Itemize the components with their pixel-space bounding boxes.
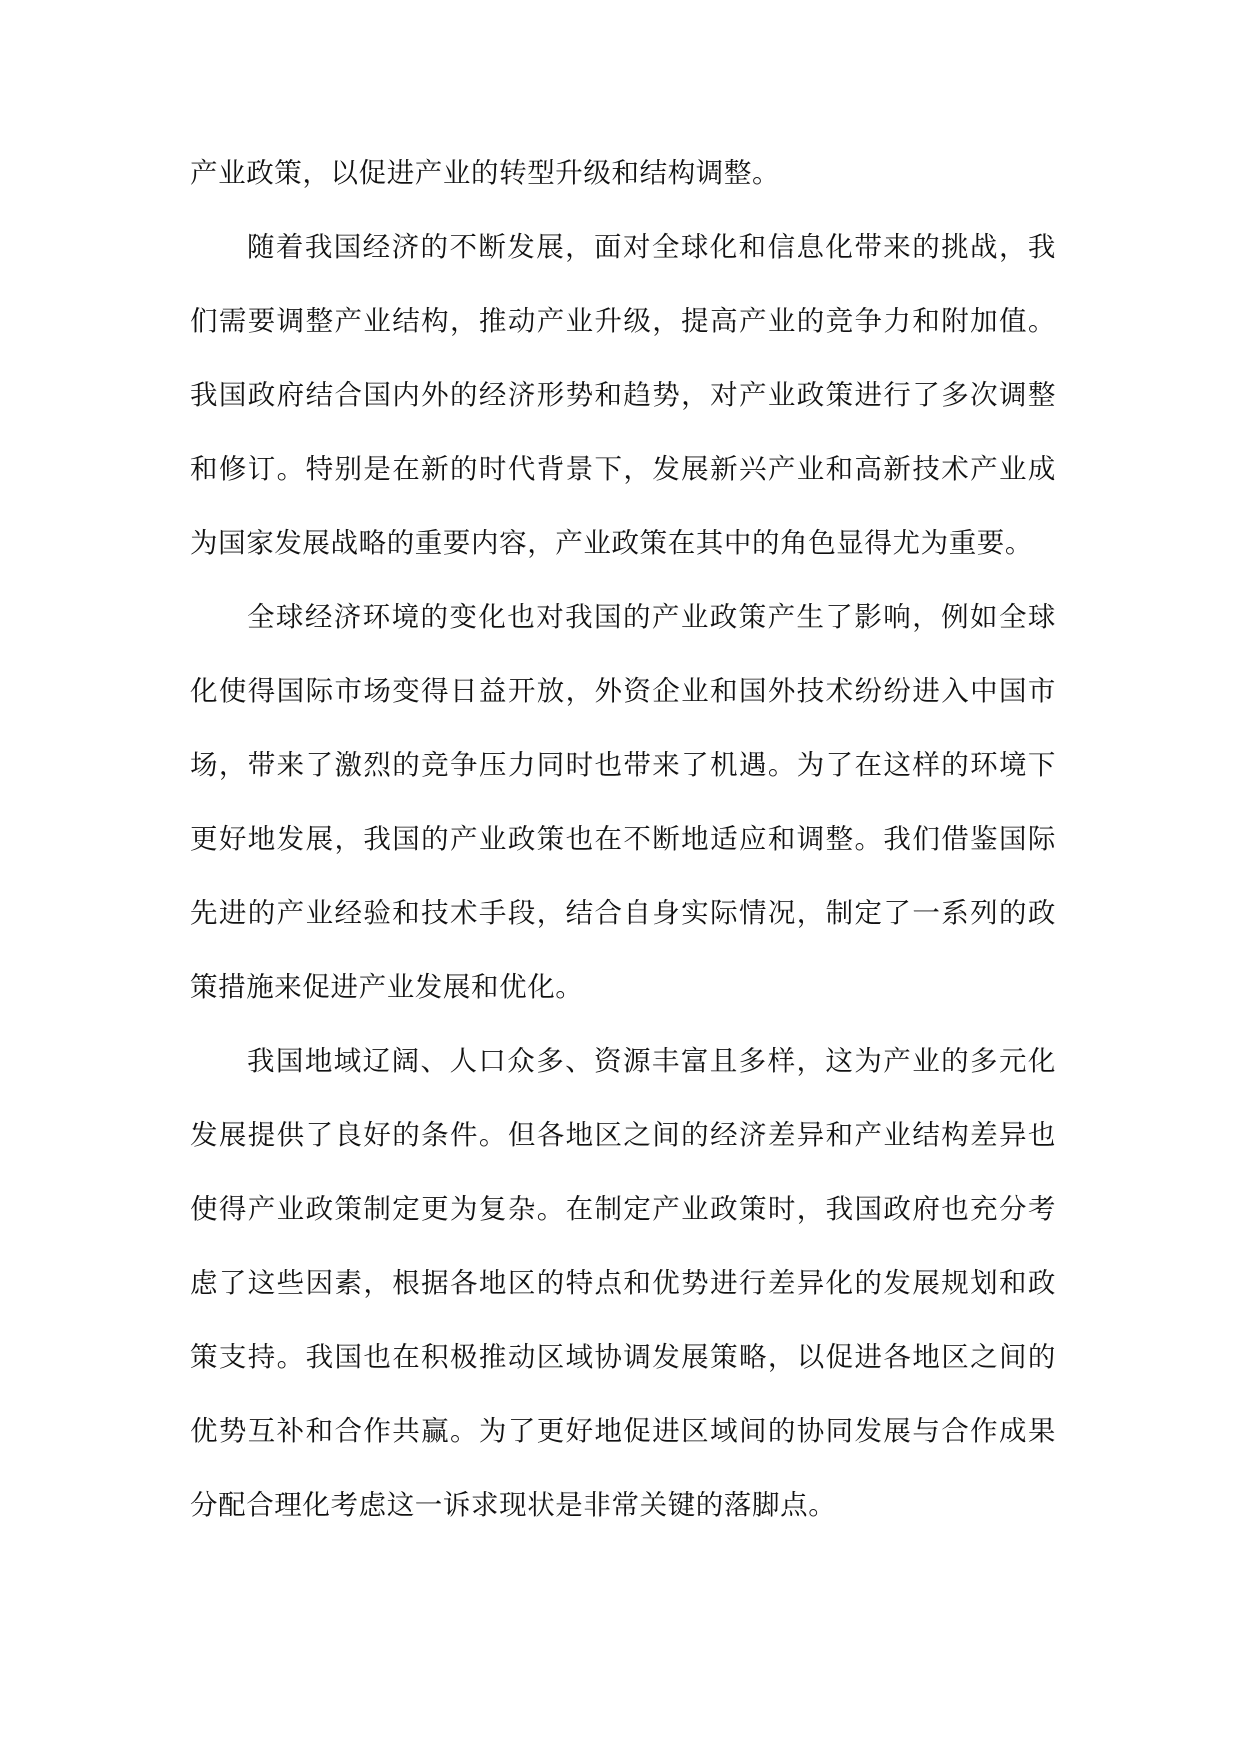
paragraph-1: 产业政策，以促进产业的转型升级和结构调整。: [190, 157, 781, 189]
body-text: [190, 136, 1056, 1542]
paragraph-3: 全球经济环境的变化也对我国的产业政策产生了影响，例如全球化使得国际市场变得日益开放，外资企业和国外技术纷纷进入中国市场，带来了激烈的竞争压力同时也带来了机遇。为了在这样的环境下更好地发展，我国的产业政策也在不断地适应和调整。我们借鉴国际先进的产业经验和技术手段，结合自身实际情况，制定了一系列的政策措施来促进产业发展和优化。: [190, 601, 1056, 1003]
paragraph-2: 随着我国经济的不断发展，面对全球化和信息化带来的挑战，我们需要调整产业结构，推动产业升级，提高产业的竞争力和附加值。我国政府结合国内外的经济形势和趋势，对产业政策进行了多次调整和修订。特别是在新的时代背景下，发展新兴产业和高新技术产业成为国家发展战略的重要内容，产业政策在其中的角色显得尤为重要。: [190, 231, 1056, 559]
paragraph-4: 我国地域辽阔、人口众多、资源丰富且多样，这为产业的多元化发展提供了良好的条件。但各地区之间的经济差异和产业结构差异也使得产业政策制定更为复杂。在制定产业政策时，我国政府也充分考虑了这些因素，根据各地区的特点和优势进行差异化的发展规划和政策支持。我国也在积极推动区域协调发展策略，以促进各地区之间的优势互补和合作共赢。为了更好地促进区域间的协同发展与合作成果分配合理化考虑这一诉求现状是非常关键的落脚点。: [190, 1045, 1056, 1521]
